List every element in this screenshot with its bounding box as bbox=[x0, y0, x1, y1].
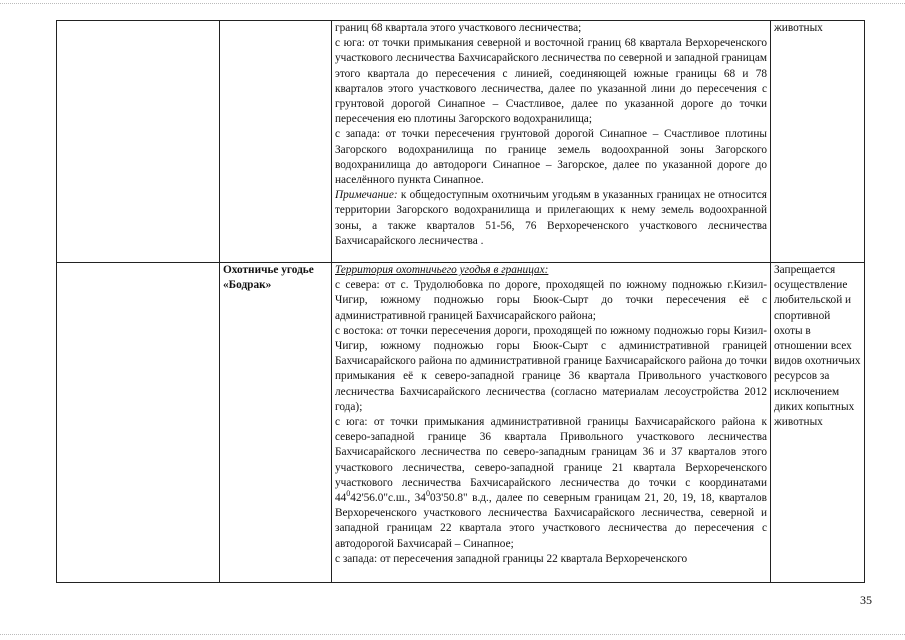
row1-note bbox=[335, 188, 767, 249]
row2-line: с востока: от точки пересечения дороги, проходящей по южному подножью горы Кизил-Чигир, южному подножью горы Бюок-Сырт с административной границей Бахчисарайского района по административной границе Бахчисарайского района до точки примыкания её к северо-западной границе 36 квартала Привольного участкового лесничества Бахчисарайского лесничества (согласно материалам лесоустройства 2012 года); bbox=[335, 324, 767, 413]
row2-col1-empty bbox=[57, 263, 220, 583]
degree-mark: 0 bbox=[425, 489, 430, 499]
table-row bbox=[57, 263, 865, 583]
degree-mark: 0 bbox=[346, 489, 351, 499]
row2-line: с севера: от с. Трудолюбовка по дороге, проходящей по южному подножью г.Кизил-Чигир, южному подножью горы Бюок-Сырт до точки пересечения её с административной границей Бахчисарайского района; bbox=[335, 279, 767, 322]
south-end-text: 03'50.8" в.д., далее по северным границам 21, 20, 19, 18, кварталов Верхореченского участкового лесничества Бахчисарайского лесничества, северной и западной границам 22 квартала этого участкового лесничества до пересечения с автодорогой Бахчисарай – Синапное; bbox=[335, 492, 767, 550]
south-start-text: с юга: от точки примыкания административной границы Бахчисарайского района к северо-западной границе 36 квартала Привольного участкового лесничества Бахчисарайского лесничества по северо-западным границам 36 и 37 кварталов этого участкового лесничества, северо-западной границе 21 квартала Верхореченского участкового лесничества Бахчисарайского лесничества до точки с координатами 44 bbox=[335, 416, 767, 505]
row1-col2-empty bbox=[220, 21, 332, 263]
hunting-ground-name: Охотничье угодье «Бодрак» bbox=[220, 263, 332, 583]
scan-top-edge bbox=[0, 3, 905, 4]
row2-boundaries-cell bbox=[332, 263, 771, 583]
row1-line: с юга: от точки примыкания северной и восточной границ 68 квартала Верхореченского участкового лесничества Бахчисарайского лесничества по северной и западной границам этого квартала до пересечения с линией, соединяющей южные границы 68 и 78 кварталов этого участкового лесничества, далее по указанной лини до пересечения с грунтовой дорогой Синапное – Счастливое, далее по указанной дороге до точки пересечения ею плотины Загорского водохранилища; bbox=[335, 37, 767, 126]
row2-west-line: с запада: от пересечения западной границы 22 квартала Верхореченского bbox=[335, 552, 688, 565]
scan-bottom-edge bbox=[0, 634, 905, 635]
note-label: Примечание: bbox=[335, 189, 398, 202]
note-text: к общедоступным охотничьим угодьям в указанных границах не относится территории Загорского водохранилища и прилегающих к нему земель водоохранной зоны, а также кварталов 51-56, 76 Верхореченского участкового лесничества Бахчисарайского лесничества . bbox=[335, 189, 767, 247]
territory-heading: Территория охотничьего угодья в границах: bbox=[335, 264, 549, 276]
row1-boundaries-cell bbox=[332, 21, 771, 263]
row1-col1-empty bbox=[57, 21, 220, 263]
table-row bbox=[57, 21, 865, 263]
row2-south-line bbox=[335, 415, 767, 552]
row2-restriction-cell: Запрещается осуществление любительской и спортивной охоты в отношении всех видов охотничьих ресурсов за исключением диких копытных животных bbox=[771, 263, 865, 583]
row1-line: с запада: от точки пересечения грунтовой дорогой Синапное – Счастливое плотины Загорского водохранилища по границе земель водоохранной зоны Загорского водохранилища до автодороги Синапное – Загорское, далее по указанной дороге до населённого пункта Синапное. bbox=[335, 128, 767, 187]
row1-line: границ 68 квартала этого участкового лесничества; bbox=[335, 22, 582, 34]
hunting-grounds-table bbox=[56, 20, 865, 583]
coord-mid-text: 42'56.0"с.ш., 34 bbox=[350, 492, 426, 505]
row1-restriction-cell: животных bbox=[771, 21, 865, 263]
page-number: 35 bbox=[860, 593, 872, 607]
